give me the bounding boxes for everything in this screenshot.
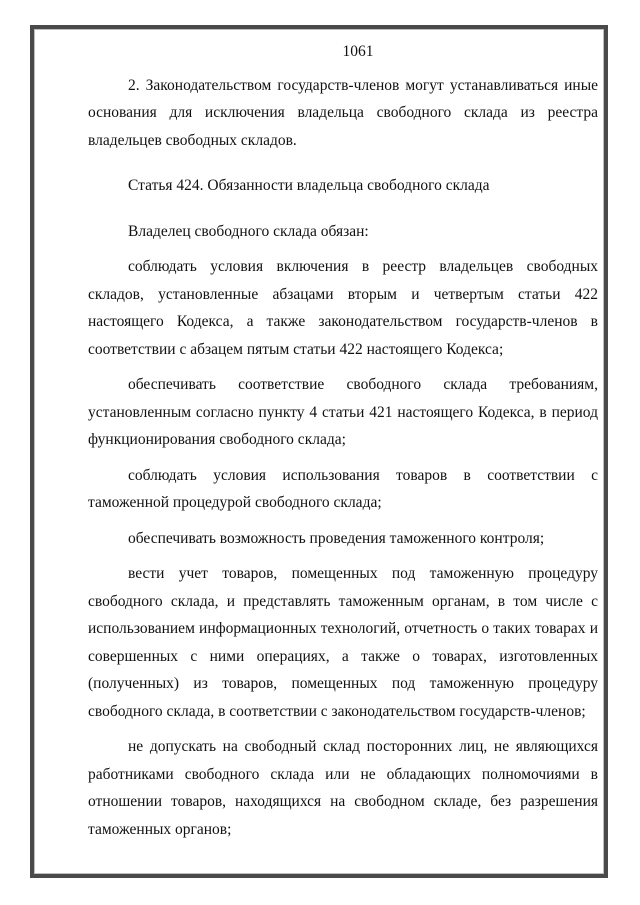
paragraph-owner-obliged: Владелец свободного склада обязан:	[128, 222, 369, 240]
article-heading: Статья 424. Обязанности владельца свободного склада	[128, 177, 490, 194]
spacer	[88, 552, 598, 560]
spacer	[88, 725, 598, 733]
spacer	[88, 245, 598, 253]
spacer	[88, 454, 598, 462]
document-body	[88, 38, 598, 843]
spacer	[88, 200, 598, 218]
paragraph-obligation-goods-usage: соблюдать условия использования товаров в соответствии с таможенной процедурой свободного склада;	[88, 466, 598, 511]
spacer	[88, 363, 598, 371]
paragraph-obligation-access: не допускать на свободный склад посторонних лиц, не являющихся работниками свободного склада или не обладающих полномочиями в отношении товаров, находящихся на свободном складе, без разрешения таможенных органов;	[88, 738, 598, 838]
paragraph-obligation-customs-control: обеспечивать возможность проведения таможенного контроля;	[128, 529, 545, 547]
page-number: 1061	[342, 43, 374, 60]
paragraph-exclusion-grounds: 2. Законодательством государств-членов могут устанавливаться иные основания для исключения владельца свободного склада из реестра владельцев свободных складов.	[88, 76, 598, 149]
paragraph-obligation-registry-conditions: соблюдать условия включения в реестр владельцев свободных складов, установленные абзацами вторым и четвертым статьи 422 настоящего Кодекса, а также законодательством государств-членов в соответствии с абзацем пятым статьи 422 настоящего Кодекса;	[88, 258, 598, 358]
spacer	[88, 154, 598, 172]
paragraph-obligation-accounting: вести учет товаров, помещенных под таможенную процедуру свободного склада, и представлять таможенным органам, в том числе с использованием информационных технологий, отчетность о таких товарах и совершенных с ними операциях, а также о товарах, изготовленных (полученных) из товаров, помещенных под таможенную процедуру свободного склада, в соответствии с законодательством государств-членов;	[88, 565, 598, 720]
paragraph-obligation-requirements: обеспечивать соответствие свободного склада требованиям, установленным согласно пункту 4 статьи 421 настоящего Кодекса, в период функционирования свободного склада;	[88, 376, 598, 448]
spacer	[88, 517, 598, 525]
